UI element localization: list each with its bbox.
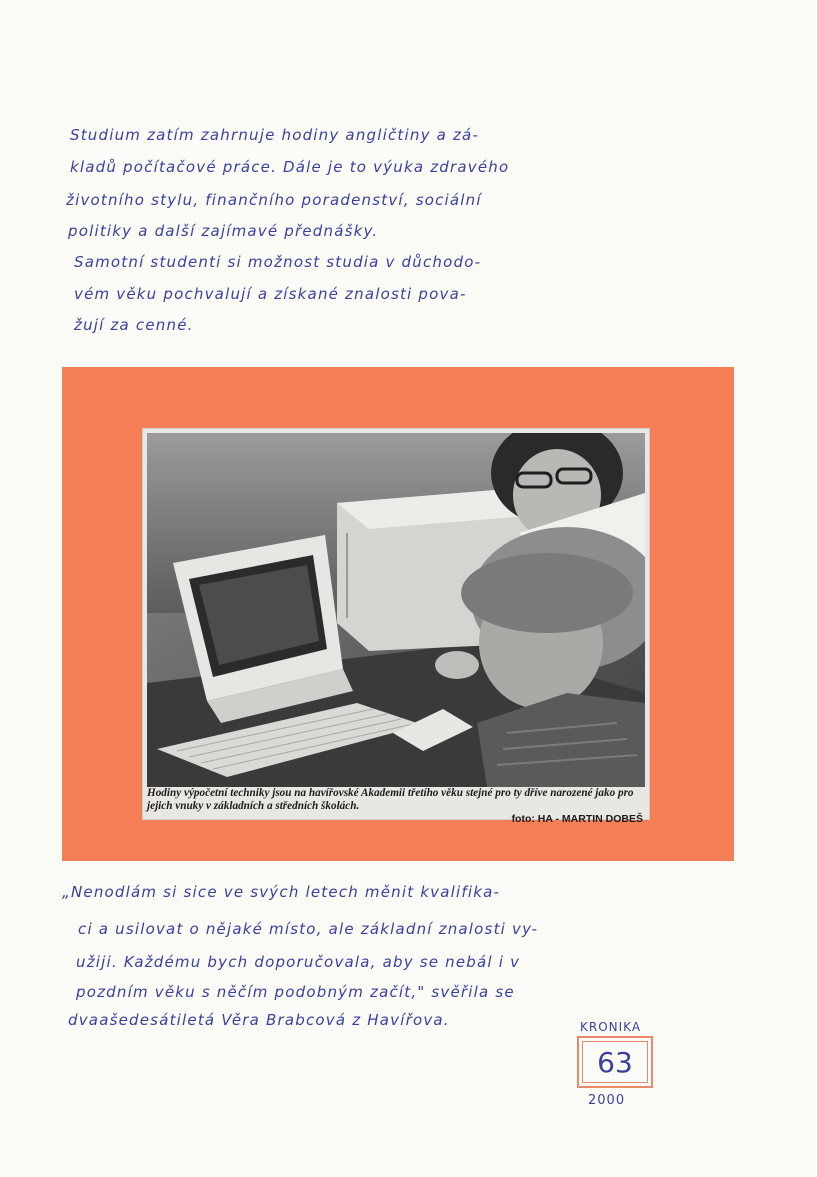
stamp-kronika-label: KRONIKA bbox=[580, 1020, 642, 1034]
page-number: 63 bbox=[597, 1046, 633, 1079]
handwriting-line-6: vém věku pochvalují a získané znalosti pova- bbox=[74, 285, 467, 303]
caption-text: Hodiny výpočetní techniky jsou na havířovské Akademii třetího věku stejné pro ty dříve narozené jako pro jejich vnuky v základních a středních školách. bbox=[147, 787, 634, 812]
quote-line-4: pozdním věku s něčím podobným začít," svěřila se bbox=[76, 983, 515, 1001]
photo-credit: foto: HA - MARTIN DOBEŠ bbox=[511, 813, 643, 825]
clipping-photo bbox=[147, 433, 645, 787]
quote-line-1: „Nenodlám si sice ve svých letech měnit kvalifika- bbox=[62, 883, 501, 901]
handwriting-line-7: žují za cenné. bbox=[74, 316, 194, 334]
photo-computer-class-icon bbox=[147, 433, 645, 787]
stamp-year: 2000 bbox=[588, 1093, 626, 1108]
page-number-stamp bbox=[577, 1036, 653, 1088]
newspaper-clipping bbox=[142, 428, 650, 825]
handwriting-line-2: kladů počítačové práce. Dále je to výuka zdravého bbox=[70, 158, 510, 176]
handwriting-line-3: životního stylu, finančního poradenství, sociální bbox=[66, 191, 482, 209]
quote-line-3: užiji. Každému bych doporučovala, aby se nebál i v bbox=[76, 953, 521, 971]
handwriting-line-5: Samotní studenti si možnost studia v důchodo- bbox=[74, 253, 482, 271]
quote-line-2: ci a usilovat o nějaké místo, ale základní znalosti vy- bbox=[78, 920, 539, 938]
clipping-caption bbox=[147, 787, 647, 825]
quote-line-5: dvaašedesátiletá Věra Brabcová z Havířova. bbox=[68, 1011, 450, 1029]
handwriting-line-1: Studium zatím zahrnuje hodiny angličtiny a zá- bbox=[70, 126, 480, 144]
handwriting-line-4: politiky a další zajímavé přednášky. bbox=[68, 222, 379, 240]
